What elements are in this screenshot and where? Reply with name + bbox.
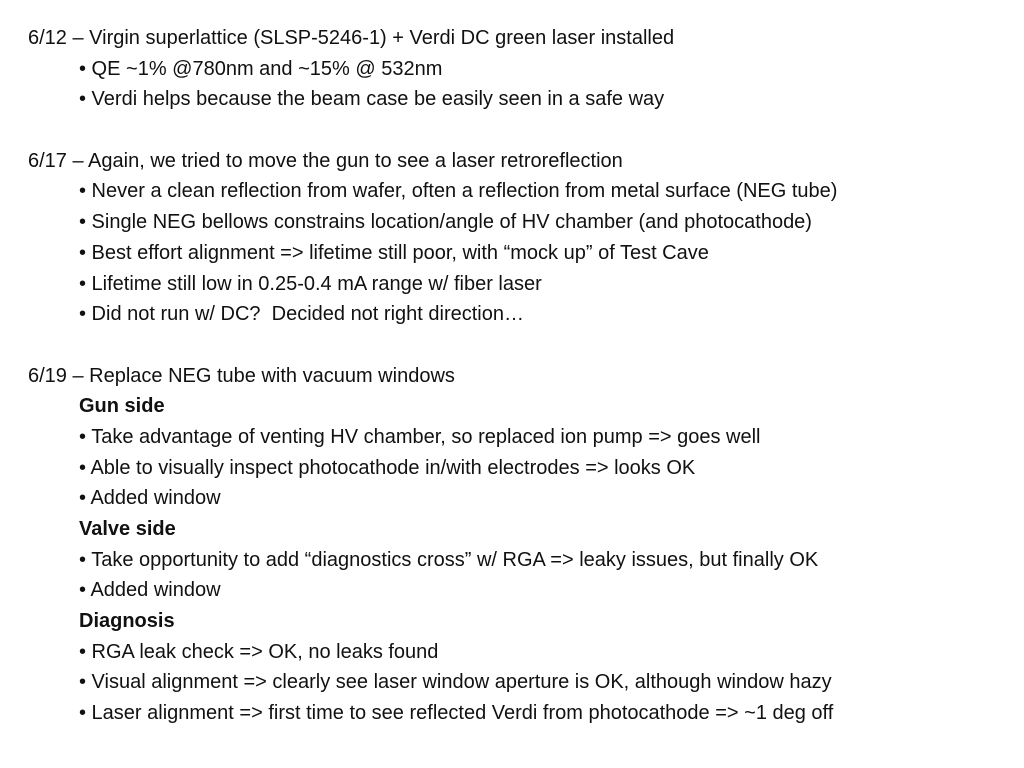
bullet-verdi-helps: • Verdi helps because the beam case be easily seen in a safe way xyxy=(79,88,665,111)
bullet-lifetime-still-low: • Lifetime still low in 0.25-0.4 mA range w/ fiber laser xyxy=(79,272,542,295)
bullet-rga-leak-check: • RGA leak check => OK, no leaks found xyxy=(79,640,439,663)
section-heading-6-17: 6/17 – Again, we tried to move the gun to see a laser retroreflection xyxy=(28,149,623,172)
bullet-best-effort-alignment: • Best effort alignment => lifetime still poor, with “mock up” of Test Cave xyxy=(79,241,709,264)
bullet-diagnostics-cross: • Take opportunity to add “diagnostics cross” w/ RGA => leaky issues, but finally OK xyxy=(79,548,819,571)
bullet-never-clean-reflection: • Never a clean reflection from wafer, often a reflection from metal surface (NEG tube) xyxy=(79,180,838,203)
subheading-valve-side: Valve side xyxy=(79,518,176,540)
bullet-did-not-run-dc: • Did not run w/ DC? Decided not right direction… xyxy=(79,303,524,326)
bullet-inspect-photocathode: • Able to visually inspect photocathode in/with electrodes => looks OK xyxy=(79,456,696,479)
bullet-laser-alignment: • Laser alignment => first time to see reflected Verdi from photocathode => ~1 deg off xyxy=(79,702,834,725)
spacer xyxy=(28,115,1024,146)
bullet-added-window-gun: • Added window xyxy=(79,487,221,510)
bullet-venting-hv-chamber: • Take advantage of venting HV chamber, so replaced ion pump => goes well xyxy=(79,425,761,448)
bullet-single-neg-bellows: • Single NEG bellows constrains location/angle of HV chamber (and photocathode) xyxy=(79,211,812,234)
bullet-qe: • QE ~1% @780nm and ~15% @ 532nm xyxy=(79,57,443,80)
subheading-diagnosis: Diagnosis xyxy=(79,610,175,633)
section-heading-6-12: 6/12 – Virgin superlattice (SLSP-5246-1) + Verdi DC green laser installed xyxy=(28,27,675,49)
spacer xyxy=(28,330,1024,361)
section-heading-6-19: 6/19 – Replace NEG tube with vacuum windows xyxy=(28,364,455,387)
bullet-visual-alignment: • Visual alignment => clearly see laser window aperture is OK, although window hazy xyxy=(79,671,832,694)
bullet-added-window-valve: • Added window xyxy=(79,579,221,602)
subheading-gun-side: Gun side xyxy=(79,395,165,418)
